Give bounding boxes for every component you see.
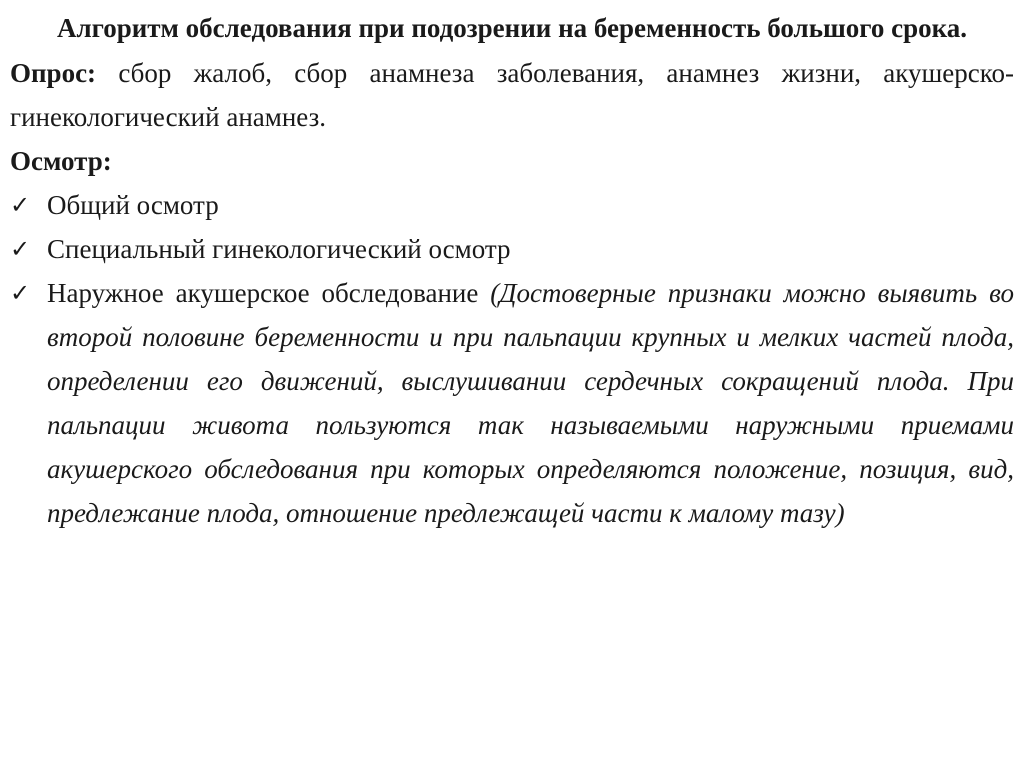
exam-item-gynecological <box>10 227 1014 271</box>
survey-paragraph <box>10 51 1014 139</box>
checkmark-icon: ✓ <box>10 279 31 307</box>
exam-item-general <box>10 183 1014 227</box>
exam-label: Осмотр: <box>10 146 112 176</box>
slide-title: Алгоритм обследования при подозрении на беременность большого срока. <box>56 13 968 43</box>
exam-item-text: Специальный гинекологический осмотр <box>47 234 511 264</box>
exam-item-text: Общий осмотр <box>47 190 219 220</box>
checkmark-icon: ✓ <box>10 235 31 263</box>
survey-text: сбор жалоб, сбор анамнеза заболевания, анамнез жизни, акушерско-гинекологический анамнез. <box>10 58 1014 132</box>
exam-item-note: (Достоверные признаки можно выявить во второй половине беременности и при пальпации крупных и мелких частей плода, определении его движений, выслушивании сердечных сокращений плода. При пальпации живота пользуются так называемыми наружными приемами акушерского обследования при которых определяются положение, позиция, вид, предлежание плода, отношение предлежащей части к малому тазу) <box>47 278 1014 528</box>
checkmark-icon: ✓ <box>10 191 31 219</box>
exam-list <box>10 183 1014 535</box>
slide <box>10 6 1014 535</box>
exam-item-text: Наружное акушерское обследование <box>47 278 491 308</box>
survey-label: Опрос: <box>10 58 97 88</box>
exam-item-obstetric <box>10 271 1014 535</box>
